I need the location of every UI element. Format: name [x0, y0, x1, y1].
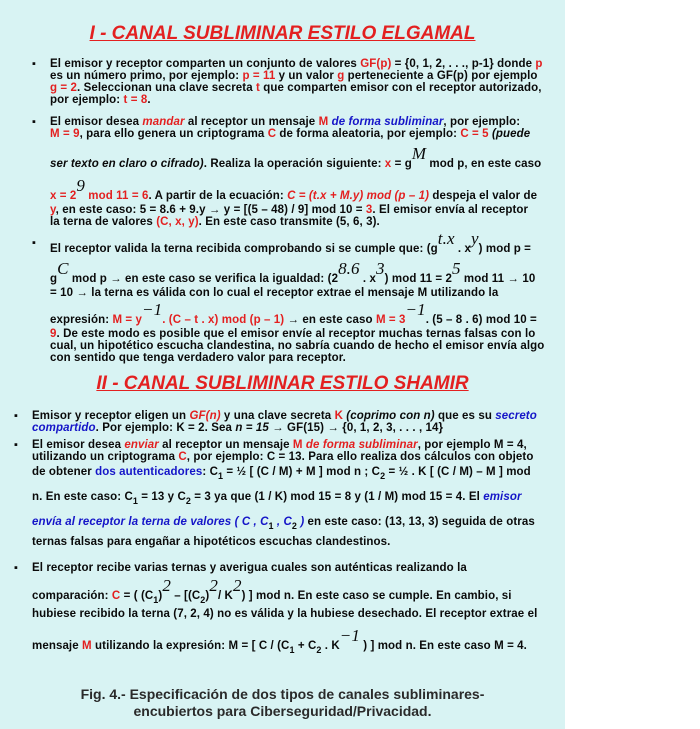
caption-line-1: Fig. 4.- Especificación de dos tipos de canales subliminares-	[80, 686, 485, 702]
figure-caption	[0, 686, 565, 720]
bullet-icon: ▪	[32, 237, 36, 249]
s2-bullet1: Emisor y receptor eligen un GF(n) y una clave secreta K (coprimo con n) que es su secreto compartido. Por ejemplo: K = 2. Sea n = 15 → GF(15) → {0, 1, 2, 3, . . . , 14}	[32, 410, 537, 434]
s2-bullet3: El receptor recibe varias ternas y averigua cuales son auténticas realizando la comparación: C = ( $(C_1)2 - [(C_2)2/$ K2) ] mod n. En este caso se cumple. En cambio, si hubiese recibido la terna (7, 2, 4) no es válida y la hubiese desechado. El receptor extrae el mensaje M utilizando la expresión: M = [ $C / (C_1 + C_2$ . K−1 ) ] mod n. En este caso M = 4.	[32, 562, 538, 655]
section1-title: I - CANAL SUBLIMINAR ESTILO ELGAMAL	[89, 23, 476, 44]
caption-line-2: encubiertos para Ciberseguridad/Privacidad.	[133, 703, 432, 719]
bullet-icon: ▪	[14, 410, 18, 422]
bullet-icon: ▪	[32, 116, 36, 128]
s1-bullet2: El emisor desea mandar al receptor un mensaje M de forma subliminar, por ejemplo: M = 9, para ello genera un criptograma C de forma aleatoria, por ejemplo: C = 5 (puede ser texto en claro o cifrado). Realiza la operación siguiente: x = gM mod p, en este caso x = 29 mod 11 = 6. A partir de la ecuación: C = (t.x + M.y) mod (p – 1) despeja el valor de y, en este caso: 5 = 8.6 + 9.y → y = [(5 – 48) / 9] mod 10 = 3. El emisor envía al receptor la terna de valores (C, x, y). En este caso transmite (5, 6, 3).	[50, 116, 542, 228]
bullet-icon: ▪	[14, 439, 18, 451]
s2-bullet2: El emisor desea enviar al receptor un mensaje M de forma subliminar, por ejemplo M = 4, utilizando un criptograma C, por ejemplo: C = 13. Para ello realiza dos cálculos con objeto de obtener dos autenticadores: $C_1$ = ½ [ (C / M) + M ] mod n ; $C_2$ = ½ . K [ (C / M) – M ] mod n. En este caso: $C_1 = 13$ y $C_2 = 3$ ya que (1 / K) mod 15 = 8 y (1 / M) mod 15 = 4. El emisor envía al receptor la terna de valores ( C , $C_1$ , $C_2$ ) en este caso: (13, 13, 3) seguida de otras ternas falsas para engañar a hipotéticos escuchas clandestinos.	[32, 439, 535, 548]
bullet-icon: ▪	[14, 562, 18, 574]
section2-title: II - CANAL SUBLIMINAR ESTILO SHAMIR	[96, 373, 469, 394]
s1-bullet1: El emisor y receptor comparten un conjunto de valores GF(p) = {0, 1, 2, . . ., p-1} donde p es un número primo, por ejemplo: p = 11 y un valor g perteneciente a GF(p) por ejemplo g = 2. Seleccionan una clave secreta t que comparten emisor con el receptor autorizado, por ejemplo: t = 8.	[50, 58, 543, 106]
bullet-icon: ▪	[32, 58, 36, 70]
s1-bullet3: El receptor valida la terna recibida comprobando si se cumple que: (gt.x . xy) mod p = gC mod p → en este caso se verifica la igualdad: (28.6 . x3) mod 11 = 25 mod 11 → 10 = 10 → la terna es válida con lo cual el receptor extrae el mensaje M utilizando la expresión: M = y−1. (C – t . x) mod (p – 1) → en este caso M = 3−1. (5 – 8 . 6) mod 10 = 9. De este modo es posible que el emisor envíe al receptor muchas ternas falsas con lo cual, un hipotético escucha clandestina, no sabría cuando de hecho el emisor envía algo con sentido que tenga verdadero valor para receptor.	[50, 229, 545, 364]
